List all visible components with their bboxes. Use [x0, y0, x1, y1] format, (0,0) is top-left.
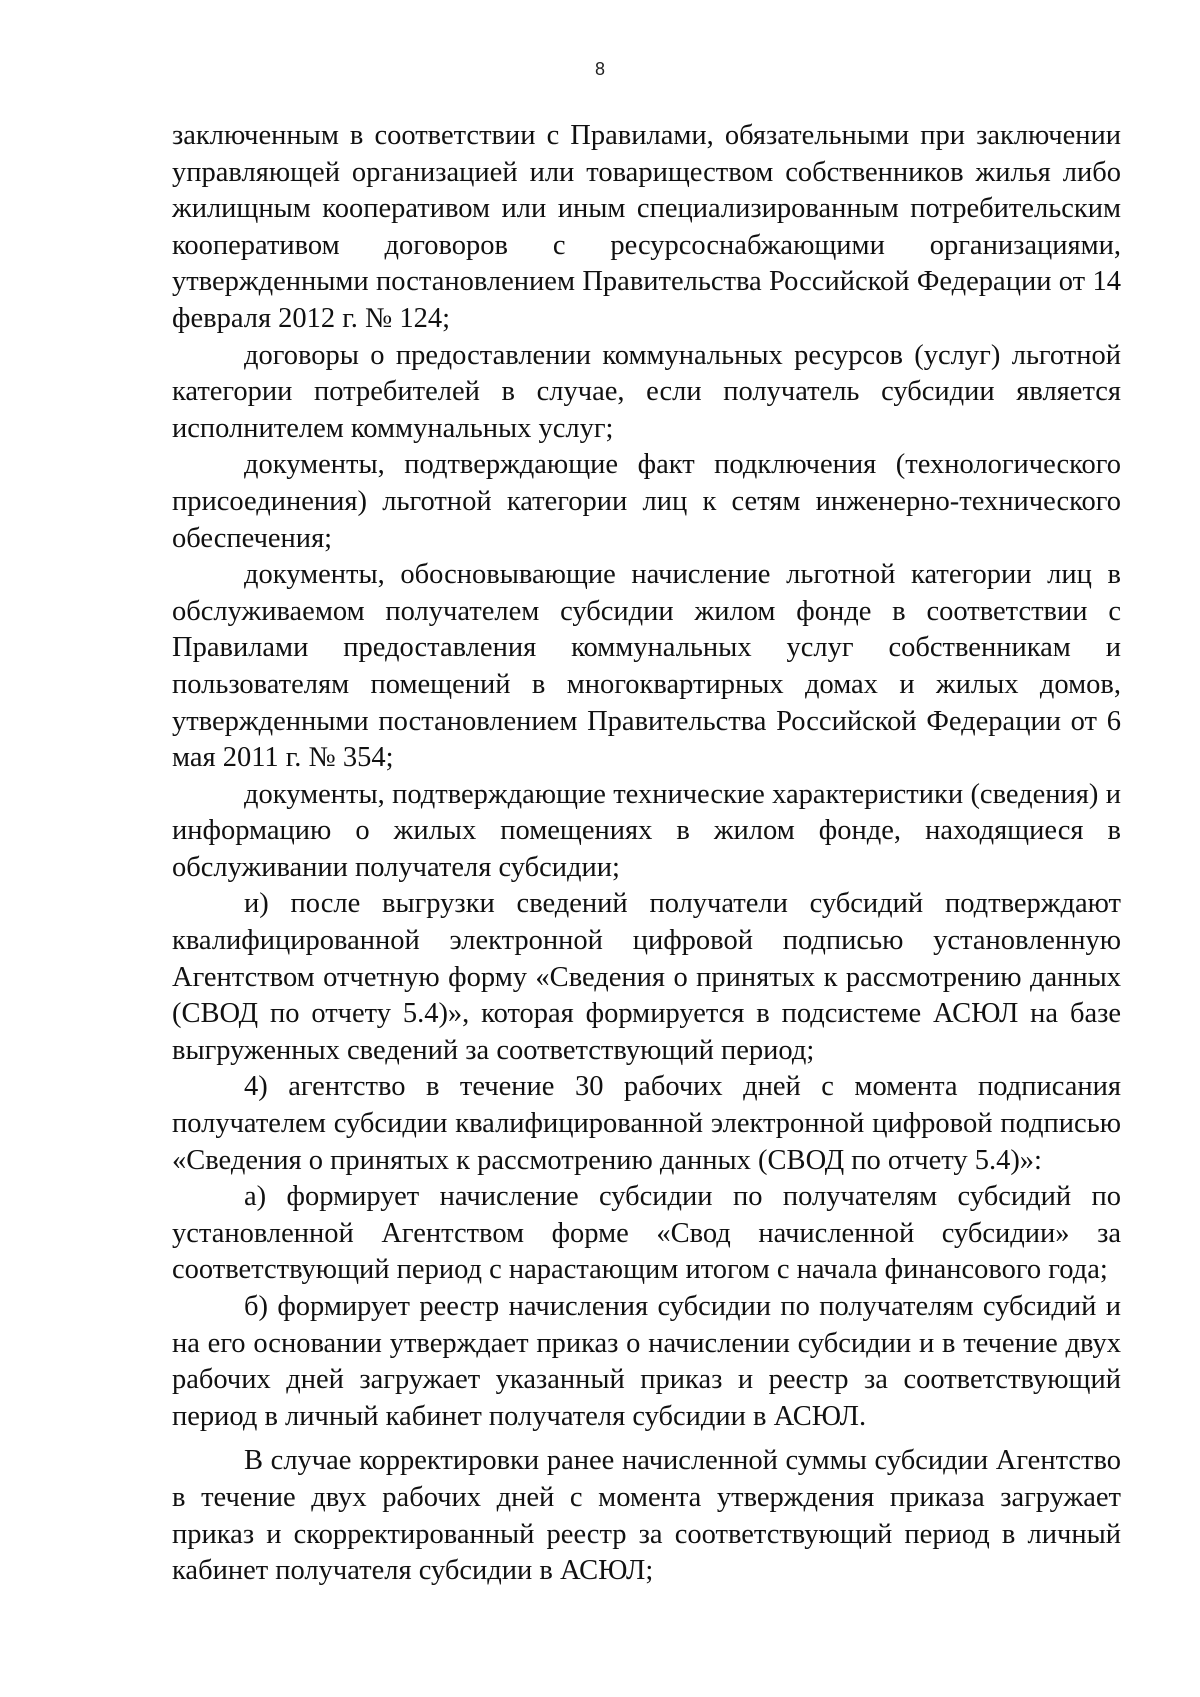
- paragraph-item-4: 4) агентство в течение 30 рабочих дней с момента подписания получателем субсидии квалифицированной электронной цифровой подписью «Сведения о принятых к рассмотрению данных (СВОД по отчету 5.4)»:: [172, 1071, 1121, 1176]
- paragraph-connection-documents: документы, подтверждающие факт подключения (технологического присоединения) льготной категории лиц к сетям инженерно-технического обеспечения;: [172, 449, 1121, 554]
- page-number: 8: [594, 59, 605, 79]
- paragraph-accrual-documents: документы, обосновывающие начисление льготной категории лиц в обслуживаемом получателем субсидии жилом фонде в соответствии с Правилами предоставления коммунальных услуг собственникам и пользователям помещений в многоквартирных домах и жилых домов, утвержденными постановлением Правительства Российской Федерации от 6 мая 2011 г. № 354;: [172, 559, 1121, 774]
- paragraph-item-b: б) формирует реестр начисления субсидии по получателям субсидий и на его основании утверждает приказ о начислении субсидии и в течение двух рабочих дней загружает указанный приказ и реестр за соответствующий период в личный кабинет получателя субсидии в АСЮЛ.: [172, 1291, 1121, 1432]
- paragraph-utility-contracts: договоры о предоставлении коммунальных ресурсов (услуг) льготной категории потребителей в случае, если получатель субсидии является исполнителем коммунальных услуг;: [172, 339, 1121, 444]
- paragraph-continuation: заключенным в соответствии с Правилами, обязательными при заключении управляющей организацией или товариществом собственников жилья либо жилищным кооперативом или иным специализированным потребительским кооперативом договоров с ресурсоснабжающими организациями, утвержденными постановлением Правительства Российской Федерации от 14 февраля 2012 г. № 124;: [172, 120, 1121, 334]
- paragraph-item-i: и) после выгрузки сведений получатели субсидий подтверждают квалифицированной электронной цифровой подписью установленную Агентством отчетную форму «Сведения о принятых к рассмотрению данных (СВОД по отчету 5.4)», которая формируется в подсистеме АСЮЛ на базе выгруженных сведений за соответствующий период;: [172, 888, 1121, 1066]
- paragraph-item-a: а) формирует начисление субсидии по получателям субсидий по установленной Агентством форме «Свод начисленной субсидии» за соответствующий период с нарастающим итогом с начала финансового года;: [172, 1181, 1121, 1286]
- document-body: [172, 118, 1121, 1590]
- paragraph-technical-documents: документы, подтверждающие технические характеристики (сведения) и информацию о жилых помещениях в жилом фонде, находящиеся в обслуживании получателя субсидии;: [172, 778, 1121, 883]
- paragraph-correction: В случае корректировки ранее начисленной суммы субсидии Агентство в течение двух рабочих дней с момента утверждения приказа загружает приказ и скорректированный реестр за соответствующий период в личный кабинет получателя субсидии в АСЮЛ;: [172, 1445, 1121, 1587]
